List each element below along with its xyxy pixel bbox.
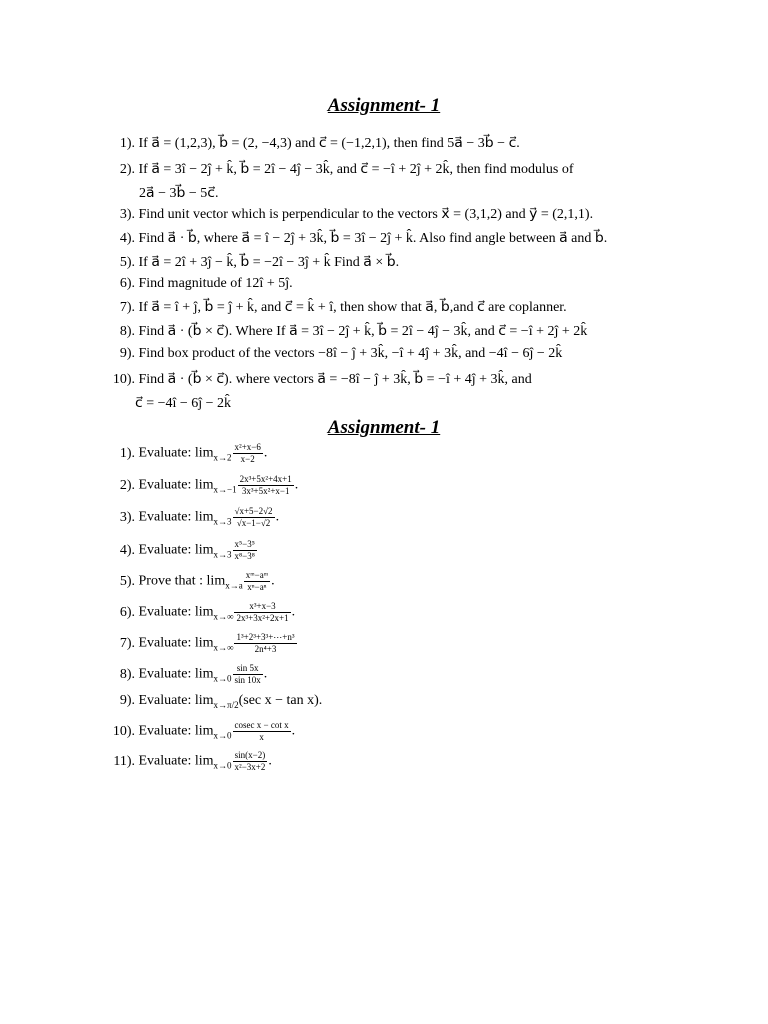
fraction xyxy=(238,474,294,497)
vector-question-6 xyxy=(100,276,740,292)
question-tail: . xyxy=(271,573,275,589)
question-number: 4). xyxy=(119,542,135,558)
vector-question-2-continuation: 2a⃗ − 3b⃗ − 5c⃗. xyxy=(139,186,219,201)
limit-subscript: x→2 xyxy=(213,452,232,463)
numerator: x⁵−3⁵ xyxy=(234,539,255,549)
limit-question-1 xyxy=(100,442,600,465)
question-prefix: Evaluate: lim xyxy=(138,723,214,739)
limit-question-8 xyxy=(100,663,600,686)
question-number: 3). xyxy=(119,509,135,525)
denominator: sin 10x xyxy=(234,675,261,685)
numerator: √x+5−2√2 xyxy=(234,506,273,516)
limit-question-10 xyxy=(100,720,600,743)
limit-subscript: x→π/2 xyxy=(213,699,239,710)
question-tail: . xyxy=(268,753,272,769)
denominator: 2x³+3x²+2x+1 xyxy=(236,613,289,623)
question-tail: . xyxy=(291,723,296,739)
limit-question-3 xyxy=(100,506,600,529)
question-text: Find magnitude of 12î + 5ĵ. xyxy=(138,276,293,291)
question-number: 8). xyxy=(119,324,135,339)
vector-question-7 xyxy=(100,299,740,316)
vector-question-1 xyxy=(100,135,740,152)
numerator: sin 5x xyxy=(233,663,263,675)
numerator: 1³+2³+3³+⋯+n³ xyxy=(236,632,295,642)
limit-subscript: x→0 xyxy=(213,730,232,741)
limit-subscript: x→−1 xyxy=(213,484,237,495)
numerator: 2x³+5x²+4x+1 xyxy=(239,474,292,484)
question-prefix: Prove that : lim xyxy=(138,573,226,589)
denominator: √x−1−√2 xyxy=(236,518,271,528)
question-number: 9). xyxy=(119,693,135,708)
limit-question-11 xyxy=(100,750,600,773)
question-prefix: Evaluate: lim xyxy=(138,542,214,558)
numerator: sin(x−2) xyxy=(233,750,268,762)
question-number: 9). xyxy=(119,346,135,361)
assignment-heading-limits: Assignment- 1 xyxy=(327,417,441,438)
question-prefix: Evaluate: lim xyxy=(138,509,214,525)
question-text: If a⃗ = (1,2,3), b⃗ = (2, −4,3) and c⃗ = (−1,2,1), then find 5a⃗ − 3b⃗ − c⃗. xyxy=(138,136,520,151)
fraction xyxy=(234,601,290,624)
question-text: If a⃗ = 2î + 3ĵ − k̂, b⃗ = −2î − 3ĵ + k̂ Find a⃗ × b⃗. xyxy=(138,255,400,270)
fraction xyxy=(234,632,296,655)
question-text: Find a⃗ · (b⃗ × c⃗). Where If a⃗ = 3î − 2ĵ + k̂, b⃗ = 2î − 4ĵ − 3k̂, and c⃗ = −î + 2ĵ + 2k̂ xyxy=(138,324,588,339)
denominator: x xyxy=(259,732,264,742)
denominator: 2n⁴+3 xyxy=(254,644,277,654)
question-number: 5). xyxy=(119,255,135,270)
question-number: 1). xyxy=(119,445,135,461)
fraction xyxy=(233,663,263,686)
question-prefix: Evaluate: lim xyxy=(138,604,214,620)
question-number: 6). xyxy=(119,276,135,291)
denominator: x−2 xyxy=(240,454,255,464)
limit-subscript: x→0 xyxy=(213,673,232,684)
limit-subscript: x→a xyxy=(225,580,243,591)
question-number: 7). xyxy=(119,300,135,315)
question-number: 10). xyxy=(112,372,135,387)
question-text: Find box product of the vectors −8î − ĵ + 3k̂, −î + 4ĵ + 3k̂, and −4î − 6ĵ − 2k̂ xyxy=(138,346,563,361)
fraction xyxy=(233,720,291,743)
question-text: Find a⃗ · (b⃗ × c⃗). where vectors a⃗ = −8î − ĵ + 3k̂, b⃗ = −î + 4ĵ + 3k̂, and xyxy=(138,372,532,387)
question-prefix: Evaluate: lim xyxy=(138,753,214,769)
numerator: cosec x − cot x xyxy=(234,720,289,730)
limit-subscript: x→∞ xyxy=(213,642,234,653)
numerator: x²+x−6 xyxy=(234,442,261,452)
question-tail: . xyxy=(275,509,280,525)
question-number: 11). xyxy=(113,753,135,769)
fraction xyxy=(244,570,270,593)
numerator: xᵐ−aᵐ xyxy=(245,570,269,580)
question-number: 4). xyxy=(119,231,135,246)
vector-question-10-continuation: c⃗ = −4î − 6ĵ − 2k̂ xyxy=(135,396,232,411)
question-tail: . xyxy=(263,445,268,461)
question-prefix: Evaluate: lim xyxy=(138,477,214,493)
denominator: xⁿ−aⁿ xyxy=(247,582,267,592)
vector-question-3 xyxy=(100,206,740,223)
question-number: 10). xyxy=(112,723,135,739)
question-tail: . xyxy=(291,604,296,620)
numerator: x³+x−3 xyxy=(234,601,290,613)
question-number: 5). xyxy=(119,573,135,589)
assignment-heading-vectors: Assignment- 1 xyxy=(327,95,441,116)
limit-question-9 xyxy=(100,693,600,710)
fraction xyxy=(233,750,268,773)
limit-question-4 xyxy=(100,539,600,562)
question-text: If a⃗ = î + ĵ, b⃗ = ĵ + k̂, and c⃗ = k̂ + î, then show that a⃗, b⃗,and c⃗ are coplanner. xyxy=(138,300,567,315)
vector-question-8 xyxy=(100,323,740,340)
question-number: 1). xyxy=(119,136,135,151)
question-number: 8). xyxy=(119,666,135,682)
fraction xyxy=(233,506,275,529)
question-text: Find unit vector which is perpendicular to the vectors x⃗ = (3,1,2) and y⃗ = (2,1,1). xyxy=(138,207,594,222)
question-prefix: Evaluate: lim xyxy=(138,445,214,461)
question-tail: . xyxy=(294,477,299,493)
limit-question-2 xyxy=(100,474,600,497)
denominator: 3x³+5x²+x−1 xyxy=(241,486,290,496)
limit-question-7 xyxy=(100,632,600,655)
limit-subscript: x→3 xyxy=(213,549,232,560)
question-prefix: Evaluate: lim xyxy=(138,666,214,682)
limit-subscript: x→3 xyxy=(213,516,232,527)
question-number: 2). xyxy=(119,162,135,177)
question-number: 2). xyxy=(119,477,135,493)
question-text: If a⃗ = 3î − 2ĵ + k̂, b⃗ = 2î − 4ĵ − 3k̂, and c⃗ = −î + 2ĵ + 2k̂, then find modulus of xyxy=(138,162,574,177)
vector-question-10 xyxy=(100,371,740,388)
vector-question-5 xyxy=(100,254,740,271)
fraction xyxy=(233,539,257,562)
question-number: 7). xyxy=(119,635,135,651)
question-text: Find a⃗ · b⃗, where a⃗ = î − 2ĵ + 3k̂, b⃗ = 3î − 2ĵ + k̂. Also find angle between a⃗ and b⃗. xyxy=(138,231,608,246)
question-tail: . xyxy=(263,666,268,682)
fraction xyxy=(233,442,263,465)
denominator: x⁸−3⁸ xyxy=(234,551,255,561)
limit-question-6 xyxy=(100,601,600,624)
limit-subscript: x→0 xyxy=(213,760,232,771)
question-prefix: Evaluate: lim xyxy=(138,693,214,708)
question-prefix: Evaluate: lim xyxy=(138,635,214,651)
question-tail: (sec x − tan x). xyxy=(238,693,323,708)
question-number: 3). xyxy=(119,207,135,222)
vector-question-2 xyxy=(100,161,740,178)
vector-question-4 xyxy=(100,230,740,247)
denominator: x²−3x+2 xyxy=(234,762,266,772)
vector-question-9 xyxy=(100,346,740,362)
limit-subscript: x→∞ xyxy=(213,611,234,622)
limit-question-5 xyxy=(100,570,600,593)
question-number: 6). xyxy=(119,604,135,620)
